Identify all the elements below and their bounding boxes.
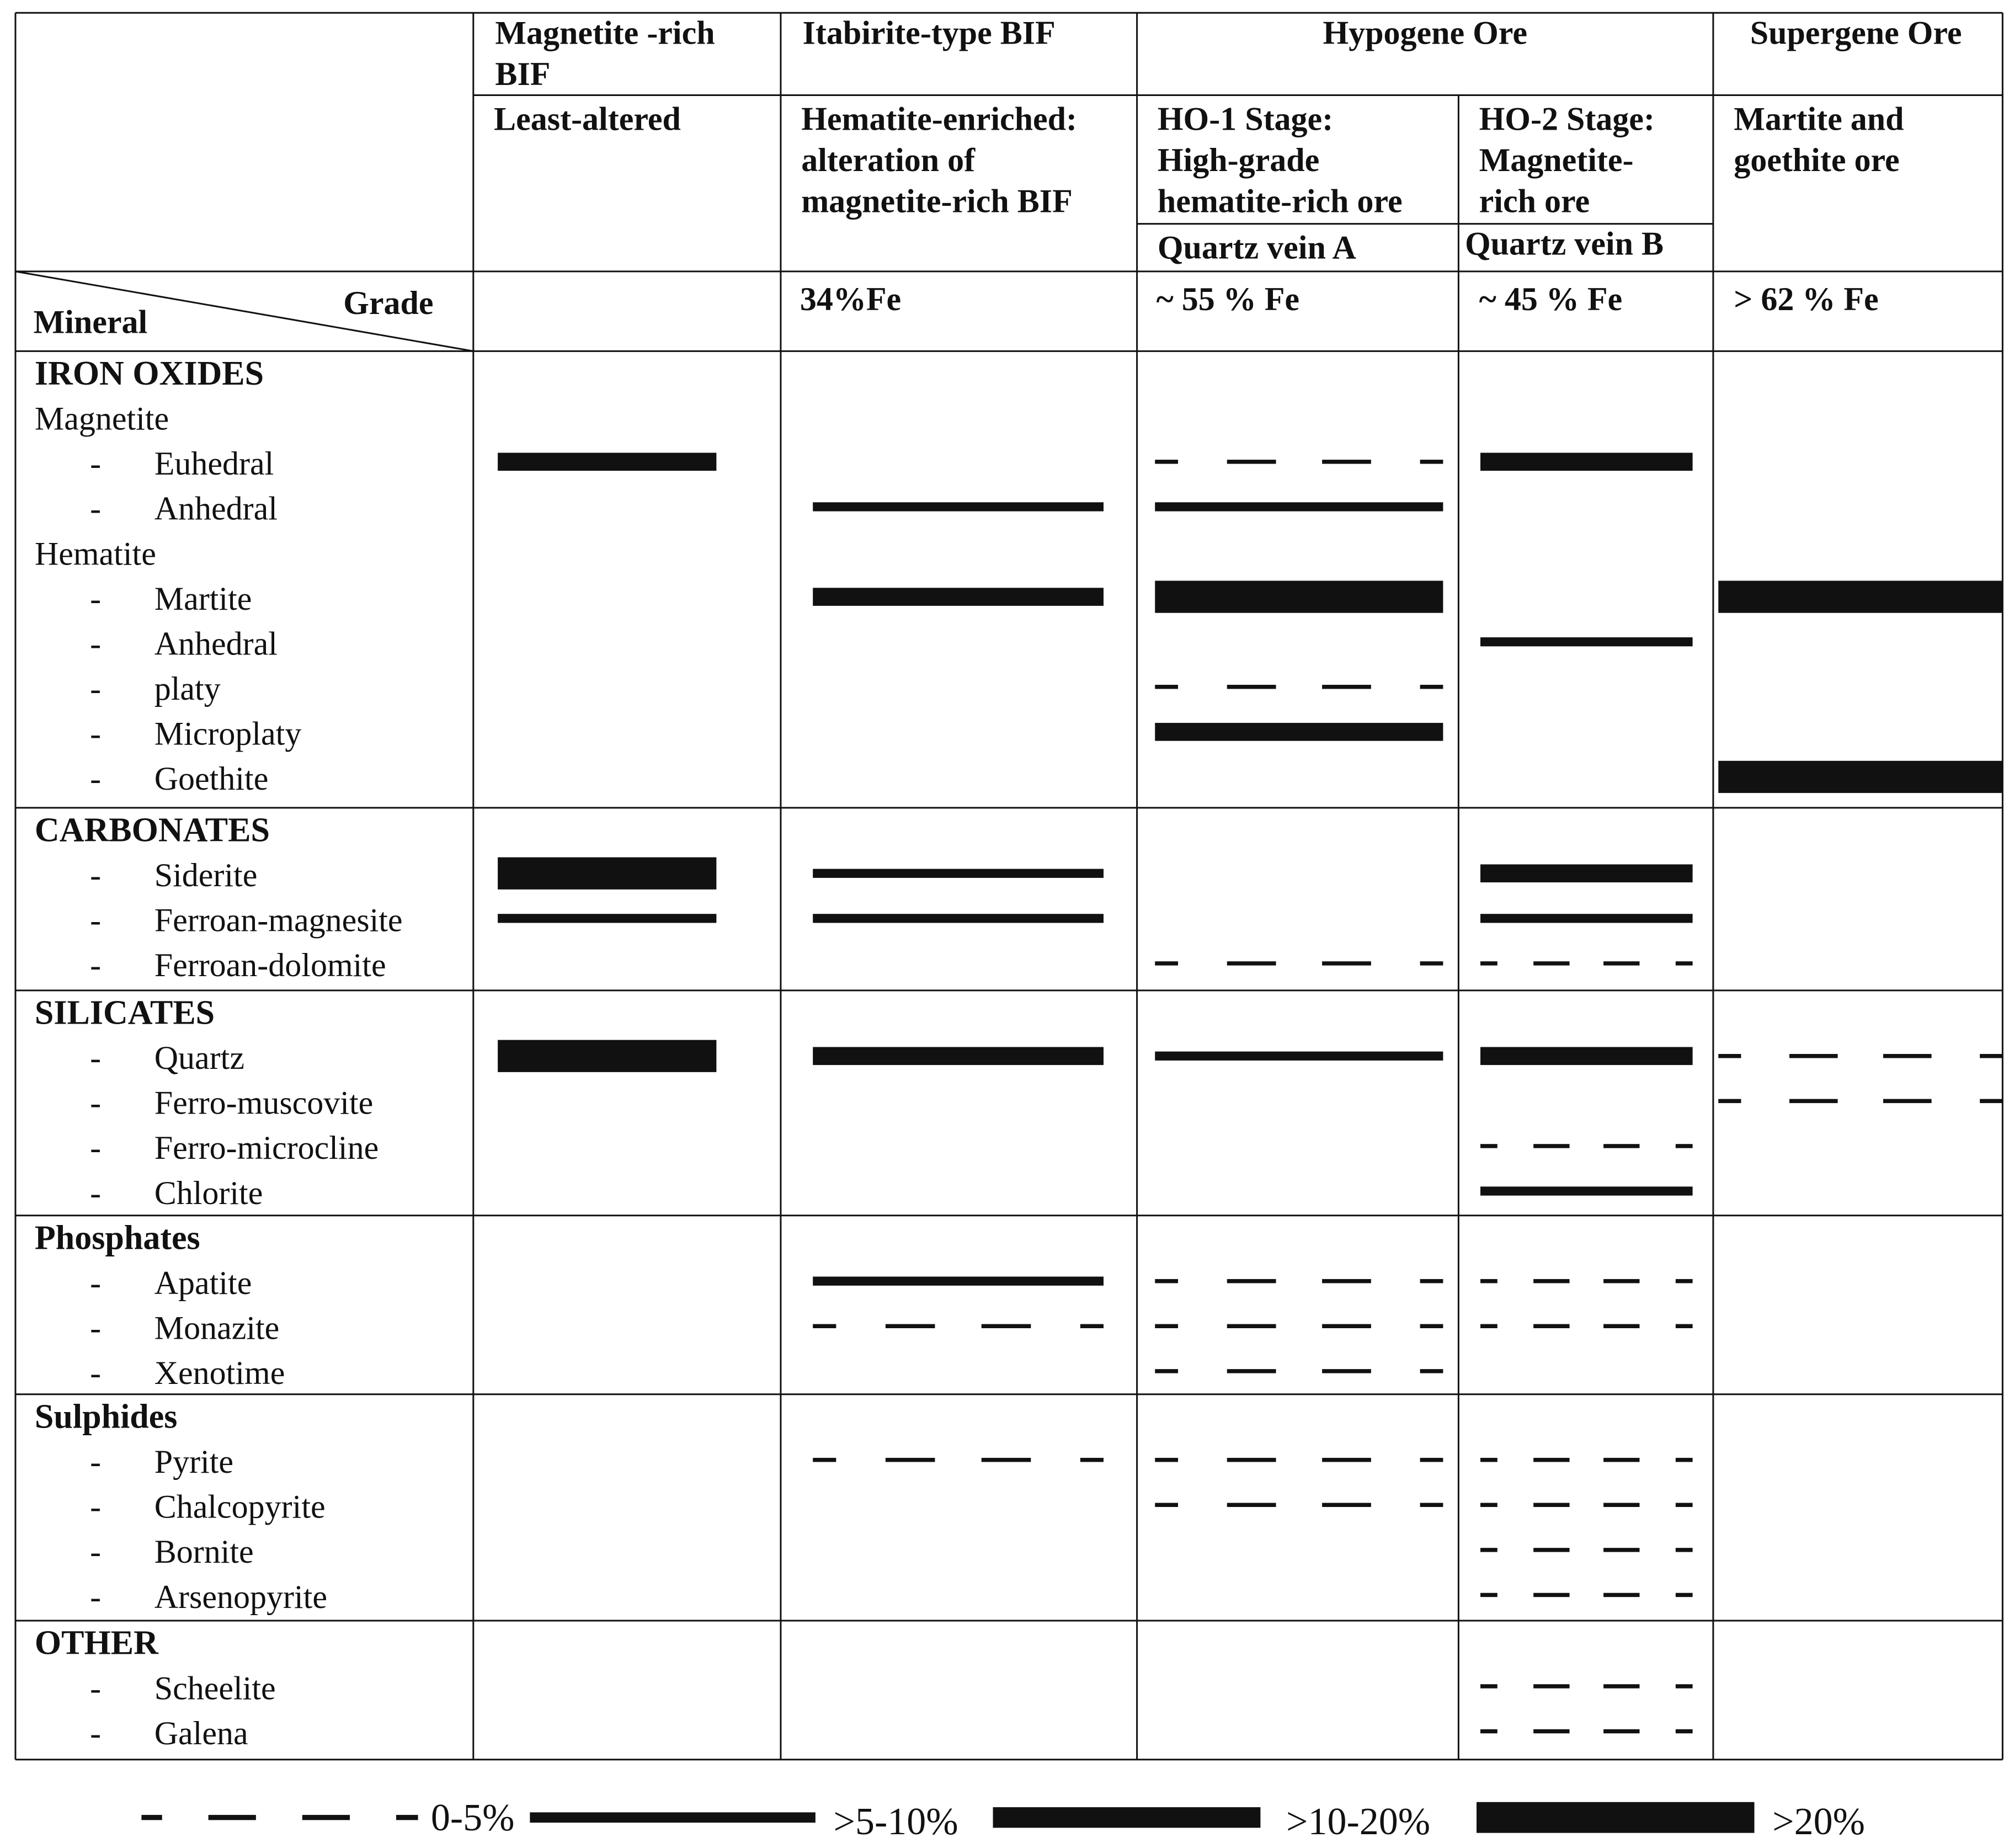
abundance-dash-row0-col1	[813, 1458, 836, 1462]
abundance-dash-row2-col3	[1480, 1144, 1498, 1148]
category-label: SILICATES	[34, 994, 215, 1032]
abundance-dash-row0-col2	[1155, 1279, 1178, 1283]
abundance-bar-row1-col0	[498, 453, 716, 471]
abundance-dash-row2-col2	[1227, 961, 1276, 965]
mineral-label: Bornite	[154, 1533, 254, 1570]
abundance-dash-row1-col2	[1420, 1324, 1443, 1328]
row-bullet: -	[90, 1130, 102, 1167]
mineral-label: Galena	[154, 1714, 248, 1751]
quartz-vein-label: Quartz vein B	[1465, 225, 1664, 262]
abundance-bar-row0-col0	[498, 1040, 716, 1072]
abundance-dash-row1-col3	[1676, 1324, 1693, 1328]
legend-dash-swatch	[396, 1815, 418, 1820]
abundance-dash-row2-col3	[1676, 1144, 1693, 1148]
legend-label: >10-20%	[1286, 1801, 1431, 1844]
mineral-label: Ferroan-dolomite	[154, 947, 386, 984]
abundance-dash-row1-col3	[1480, 1503, 1498, 1507]
column-subheader: HO-1 Stage:	[1157, 100, 1334, 137]
row-bullet: -	[90, 1578, 102, 1615]
abundance-dash-row0-col2	[1322, 1458, 1371, 1462]
legend-dash-swatch	[141, 1815, 162, 1820]
abundance-dash-row0-col3	[1676, 1279, 1693, 1283]
abundance-bar-row1-col0	[498, 914, 716, 923]
abundance-dash-row0-col3	[1603, 1458, 1639, 1462]
row-bullet: -	[90, 490, 102, 527]
grade-value: 34%Fe	[800, 280, 902, 317]
row-bullet: -	[90, 1714, 102, 1751]
abundance-bar-row0-col3	[1480, 864, 1693, 882]
mineral-label: Scheelite	[154, 1670, 276, 1707]
abundance-dash-row1-col3	[1480, 1729, 1498, 1733]
legend-label: >5-10%	[833, 1801, 958, 1844]
abundance-dash-row0-col2	[1420, 1458, 1443, 1462]
abundance-dash-row6-col2	[1227, 685, 1276, 689]
mineral-label: Ferroan-magnesite	[154, 902, 403, 939]
column-subheader: magnetite-rich BIF	[801, 183, 1073, 220]
row-bullet: -	[90, 1670, 102, 1707]
corner-mineral-label: Mineral	[33, 303, 148, 340]
column-group-header: Supergene Ore	[1750, 14, 1962, 51]
abundance-dash-row1-col4	[1789, 1099, 1838, 1103]
abundance-bar-row2-col1	[813, 502, 1104, 511]
abundance-bar-row1-col3	[1480, 914, 1693, 923]
legend-label: >20%	[1772, 1801, 1865, 1844]
abundance-dash-row0-col1	[982, 1458, 1031, 1462]
abundance-dash-row1-col2	[1155, 460, 1178, 464]
abundance-dash-row0-col3	[1676, 1458, 1693, 1462]
mineral-label: Goethite	[154, 760, 269, 797]
abundance-dash-row0-col3	[1480, 1458, 1498, 1462]
mineral-label: platy	[154, 670, 221, 707]
abundance-dash-row0-col1	[886, 1458, 935, 1462]
abundance-dash-row2-col3	[1533, 961, 1569, 965]
row-bullet: -	[90, 1488, 102, 1525]
abundance-dash-row2-col2	[1322, 961, 1371, 965]
row-bullet: -	[90, 1443, 102, 1480]
column-subheader: goethite ore	[1734, 142, 1900, 179]
column-group-header: Hypogene Ore	[1323, 14, 1528, 51]
abundance-dash-row1-col3	[1603, 1503, 1639, 1507]
abundance-bar-row0-col3	[1480, 1047, 1693, 1065]
row-bullet: -	[90, 1533, 102, 1570]
abundance-bar-row0-col1	[813, 869, 1104, 878]
abundance-dash-row1-col2	[1227, 1324, 1276, 1328]
abundance-dash-row2-col3	[1676, 1548, 1693, 1552]
abundance-dash-row1-col2	[1155, 1324, 1178, 1328]
legend-label: 0-5%	[430, 1797, 515, 1840]
mineral-label: Anhedral	[154, 490, 278, 527]
abundance-bar-row0-col1	[813, 1047, 1104, 1065]
abundance-bar-row0-col0	[498, 858, 716, 890]
abundance-dash-row1-col3	[1676, 1729, 1693, 1733]
abundance-dash-row6-col2	[1155, 685, 1178, 689]
abundance-dash-row3-col3	[1533, 1593, 1569, 1597]
abundance-dash-row0-col3	[1676, 1684, 1693, 1688]
abundance-dash-row1-col2	[1322, 460, 1371, 464]
quartz-vein-label: Quartz vein A	[1157, 229, 1356, 266]
abundance-dash-row2-col2	[1420, 961, 1443, 965]
abundance-dash-row6-col2	[1420, 685, 1443, 689]
abundance-dash-row0-col4	[1718, 1054, 1741, 1058]
abundance-dash-row2-col2	[1227, 1369, 1276, 1373]
row-bullet: -	[90, 625, 102, 662]
corner-grade-label: Grade	[343, 284, 434, 321]
grade-value: ~ 55 % Fe	[1156, 280, 1300, 317]
row-bullet: -	[90, 902, 102, 939]
mineral-label: Anhedral	[154, 625, 278, 662]
mineral-label: Ferro-microcline	[154, 1130, 379, 1167]
row-bullet: -	[90, 857, 102, 894]
abundance-dash-row2-col3	[1533, 1548, 1569, 1552]
mineral-label: Arsenopyrite	[154, 1578, 327, 1615]
mineral-label: Chlorite	[154, 1174, 263, 1211]
abundance-bar-row4-col1	[813, 588, 1104, 606]
mineral-label: Chalcopyrite	[154, 1488, 326, 1525]
abundance-bar-row0-col1	[813, 1277, 1104, 1286]
row-bullet: -	[90, 947, 102, 984]
legend-dash-swatch	[302, 1815, 350, 1820]
abundance-dash-row0-col3	[1480, 1279, 1498, 1283]
abundance-dash-row1-col2	[1227, 460, 1276, 464]
abundance-dash-row1-col3	[1533, 1729, 1569, 1733]
abundance-dash-row2-col3	[1533, 1144, 1569, 1148]
abundance-bar-row1-col1	[813, 914, 1104, 923]
legend-dash-swatch	[209, 1815, 256, 1820]
abundance-bar-row8-col4	[1718, 761, 2002, 793]
row-bullet: -	[90, 580, 102, 617]
mineral-label: Martite	[154, 580, 252, 617]
abundance-dash-row1-col1	[1080, 1324, 1104, 1328]
abundance-dash-row0-col2	[1227, 1458, 1276, 1462]
legend-thin-swatch	[530, 1812, 815, 1823]
legend-thick-swatch	[1477, 1802, 1754, 1833]
mineral-label: Pyrite	[154, 1443, 234, 1480]
legend-medium-swatch	[993, 1807, 1261, 1828]
abundance-dash-row0-col1	[1080, 1458, 1104, 1462]
row-bullet: -	[90, 445, 102, 482]
abundance-dash-row1-col2	[1322, 1324, 1371, 1328]
abundance-dash-row0-col2	[1322, 1279, 1371, 1283]
abundance-dash-row1-col3	[1533, 1503, 1569, 1507]
abundance-dash-row1-col4	[1980, 1099, 2002, 1103]
abundance-dash-row0-col4	[1789, 1054, 1838, 1058]
row-bullet: -	[90, 1309, 102, 1346]
category-label: Phosphates	[34, 1219, 200, 1257]
row-bullet: -	[90, 1040, 102, 1077]
abundance-dash-row3-col3	[1480, 1593, 1498, 1597]
abundance-dash-row1-col1	[982, 1324, 1031, 1328]
abundance-dash-row2-col2	[1155, 961, 1178, 965]
abundance-bar-row5-col3	[1480, 637, 1693, 646]
row-bullet: -	[90, 670, 102, 707]
abundance-dash-row1-col2	[1420, 1503, 1443, 1507]
row-bullet: -	[90, 1264, 102, 1301]
abundance-bar-row1-col3	[1480, 453, 1693, 471]
mineral-label: Ferro-muscovite	[154, 1084, 374, 1121]
abundance-bar-row4-col2	[1155, 581, 1443, 613]
column-subheader: alteration of	[801, 142, 976, 179]
abundance-dash-row1-col1	[886, 1324, 935, 1328]
mineral-label: Microplaty	[154, 715, 302, 752]
abundance-dash-row1-col3	[1603, 1324, 1639, 1328]
column-group-header: Magnetite -rich	[495, 14, 715, 51]
abundance-bar-row0-col2	[1155, 1052, 1443, 1061]
abundance-dash-row0-col3	[1533, 1279, 1569, 1283]
column-subheader: HO-2 Stage:	[1479, 100, 1655, 137]
column-subheader: Least-altered	[494, 100, 681, 137]
abundance-dash-row1-col2	[1155, 1503, 1178, 1507]
row-bullet: -	[90, 715, 102, 752]
abundance-dash-row3-col3	[1603, 1593, 1639, 1597]
row-bullet: -	[90, 1174, 102, 1211]
abundance-dash-row2-col3	[1480, 1548, 1498, 1552]
abundance-dash-row1-col2	[1420, 460, 1443, 464]
abundance-bar-row4-col4	[1718, 581, 2002, 613]
abundance-dash-row0-col2	[1227, 1279, 1276, 1283]
abundance-dash-row2-col3	[1603, 1548, 1639, 1552]
abundance-dash-row1-col3	[1480, 1324, 1498, 1328]
mineral-label: Siderite	[154, 857, 258, 894]
abundance-dash-row0-col2	[1420, 1279, 1443, 1283]
abundance-dash-row0-col3	[1533, 1458, 1569, 1462]
category-label: IRON OXIDES	[34, 354, 264, 392]
mineral-group-label: Magnetite	[34, 400, 169, 437]
abundance-dash-row2-col2	[1155, 1369, 1178, 1373]
abundance-dash-row0-col3	[1480, 1684, 1498, 1688]
abundance-dash-row1-col1	[813, 1324, 836, 1328]
abundance-bar-row2-col2	[1155, 502, 1443, 511]
abundance-bar-row7-col2	[1155, 723, 1443, 741]
mineral-label: Monazite	[154, 1309, 280, 1346]
column-subheader: Martite and	[1734, 100, 1904, 137]
abundance-dash-row1-col2	[1227, 1503, 1276, 1507]
column-subheader: hematite-rich ore	[1157, 183, 1403, 220]
column-group-header: Itabirite-type BIF	[802, 14, 1056, 51]
abundance-dash-row1-col3	[1603, 1729, 1639, 1733]
mineral-group-label: Hematite	[34, 535, 156, 572]
abundance-dash-row2-col2	[1420, 1369, 1443, 1373]
abundance-dash-row2-col2	[1322, 1369, 1371, 1373]
grade-value: > 62 % Fe	[1734, 280, 1879, 317]
row-bullet: -	[90, 760, 102, 797]
mineral-label: Xenotime	[154, 1355, 285, 1392]
abundance-dash-row0-col4	[1883, 1054, 1932, 1058]
mineral-label: Euhedral	[154, 445, 274, 482]
abundance-bar-row3-col3	[1480, 1186, 1693, 1195]
abundance-dash-row0-col2	[1155, 1458, 1178, 1462]
abundance-dash-row1-col4	[1883, 1099, 1932, 1103]
column-group-header: BIF	[495, 55, 551, 92]
abundance-dash-row0-col3	[1533, 1684, 1569, 1688]
column-subheader: High-grade	[1157, 142, 1320, 179]
abundance-dash-row0-col3	[1603, 1279, 1639, 1283]
abundance-dash-row2-col3	[1480, 961, 1498, 965]
column-subheader: Hematite-enriched:	[801, 100, 1078, 137]
column-subheader: Magnetite-	[1479, 142, 1634, 179]
category-label: Sulphides	[34, 1398, 178, 1436]
abundance-dash-row2-col3	[1603, 961, 1639, 965]
category-label: OTHER	[34, 1624, 158, 1662]
abundance-dash-row1-col3	[1533, 1324, 1569, 1328]
category-label: CARBONATES	[34, 811, 270, 849]
abundance-dash-row1-col4	[1718, 1099, 1741, 1103]
abundance-dash-row0-col3	[1603, 1684, 1639, 1688]
abundance-dash-row0-col4	[1980, 1054, 2002, 1058]
abundance-dash-row1-col2	[1322, 1503, 1371, 1507]
abundance-dash-row3-col3	[1676, 1593, 1693, 1597]
column-subheader: rich ore	[1479, 183, 1590, 220]
row-bullet: -	[90, 1355, 102, 1392]
grade-value: ~ 45 % Fe	[1479, 280, 1623, 317]
mineral-label: Apatite	[154, 1264, 252, 1301]
abundance-dash-row6-col2	[1322, 685, 1371, 689]
row-bullet: -	[90, 1084, 102, 1121]
abundance-dash-row2-col3	[1676, 961, 1693, 965]
abundance-dash-row1-col3	[1676, 1503, 1693, 1507]
abundance-dash-row2-col3	[1603, 1144, 1639, 1148]
mineral-label: Quartz	[154, 1040, 244, 1077]
